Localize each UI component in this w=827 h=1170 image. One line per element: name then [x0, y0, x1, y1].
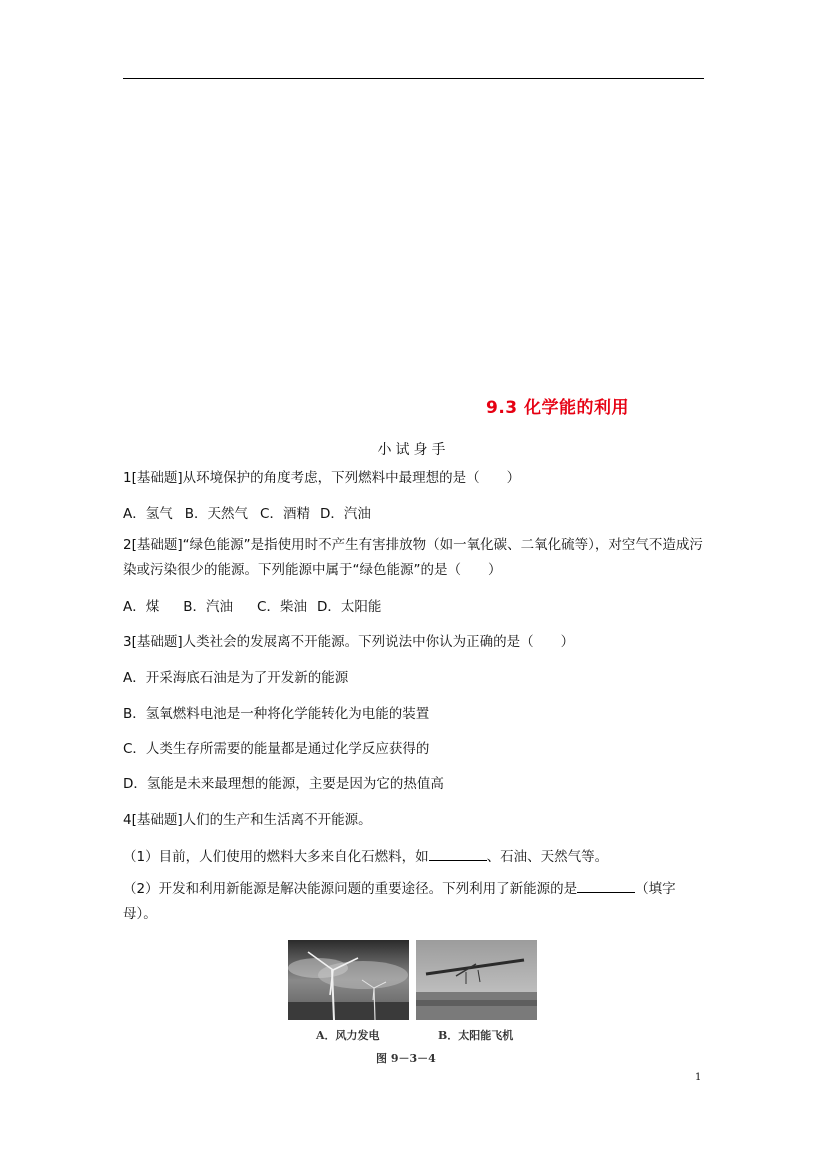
q1-option-d: D．汽油	[319, 506, 371, 522]
page-number: 1	[695, 1072, 702, 1083]
q1-option-b: B．天然气	[184, 506, 249, 522]
question-4-part-2	[123, 877, 703, 927]
question-1-options	[123, 502, 371, 522]
solar-plane-photo	[416, 940, 537, 1020]
question-4-part-1	[123, 845, 608, 865]
q2-option-b: B．汽油	[183, 599, 234, 615]
section-subtitle: 小试身手	[377, 442, 450, 458]
q1-option-c: C．酒精	[260, 506, 310, 522]
question-1-stem: 1[基础题]从环境保护的角度考虑，下列燃料中最理想的是（ ）	[123, 470, 521, 486]
q3-option-d: D．氢能是未来最理想的能源，主要是因为它的热值高	[123, 776, 444, 792]
q1-option-a: A．氢气	[123, 506, 173, 522]
q4-part1-blank[interactable]	[429, 848, 487, 861]
q2-option-d: D．太阳能	[316, 599, 382, 615]
q4-part1-text-after: 、石油、天然气等。	[486, 849, 609, 865]
q4-part2-text: （2）开发和利用新能源是解决能源问题的重要途径。下列利用了新能源的是	[123, 881, 578, 897]
question-4-stem: 4[基础题]人们的生产和生活离不开能源。	[123, 812, 372, 828]
section-title: 9.3 化学能的利用	[486, 398, 630, 418]
q2-option-c: C．柴油	[257, 599, 307, 615]
question-2-stem: 2[基础题]“绿色能源”是指使用时不产生有害排放物（如一氧化碳、二氧化硫等），对空气不造成污染或污染很少的能源。下列能源中属于“绿色能源”的是（ ）	[123, 537, 703, 578]
question-3-stem: 3[基础题]人类社会的发展离不开能源。下列说法中你认为正确的是（ ）	[123, 634, 575, 650]
q2-option-a: A．煤	[123, 599, 160, 615]
q4-part1-text: （1）目前，人们使用的燃料大多来自化石燃料，如	[123, 849, 429, 865]
wind-power-photo	[288, 940, 409, 1020]
caption-wind-power: A．风力发电	[316, 1029, 380, 1042]
header-rule	[123, 78, 704, 79]
q4-part2-blank[interactable]	[577, 880, 635, 893]
q3-option-c: C．人类生存所需要的能量都是通过化学反应获得的	[123, 741, 430, 757]
q4-part2-text-after: （填字母）。	[123, 881, 676, 922]
question-2-options	[123, 595, 381, 615]
q3-option-a: A．开采海底石油是为了开发新的能源	[123, 670, 349, 686]
caption-solar-plane: B．太阳能飞机	[438, 1029, 514, 1042]
figure-label: 图 9－3－4	[376, 1052, 436, 1065]
q3-option-b: B．氢氧燃料电池是一种将化学能转化为电能的装置	[123, 706, 430, 722]
figure-9-3-4	[288, 940, 538, 1080]
